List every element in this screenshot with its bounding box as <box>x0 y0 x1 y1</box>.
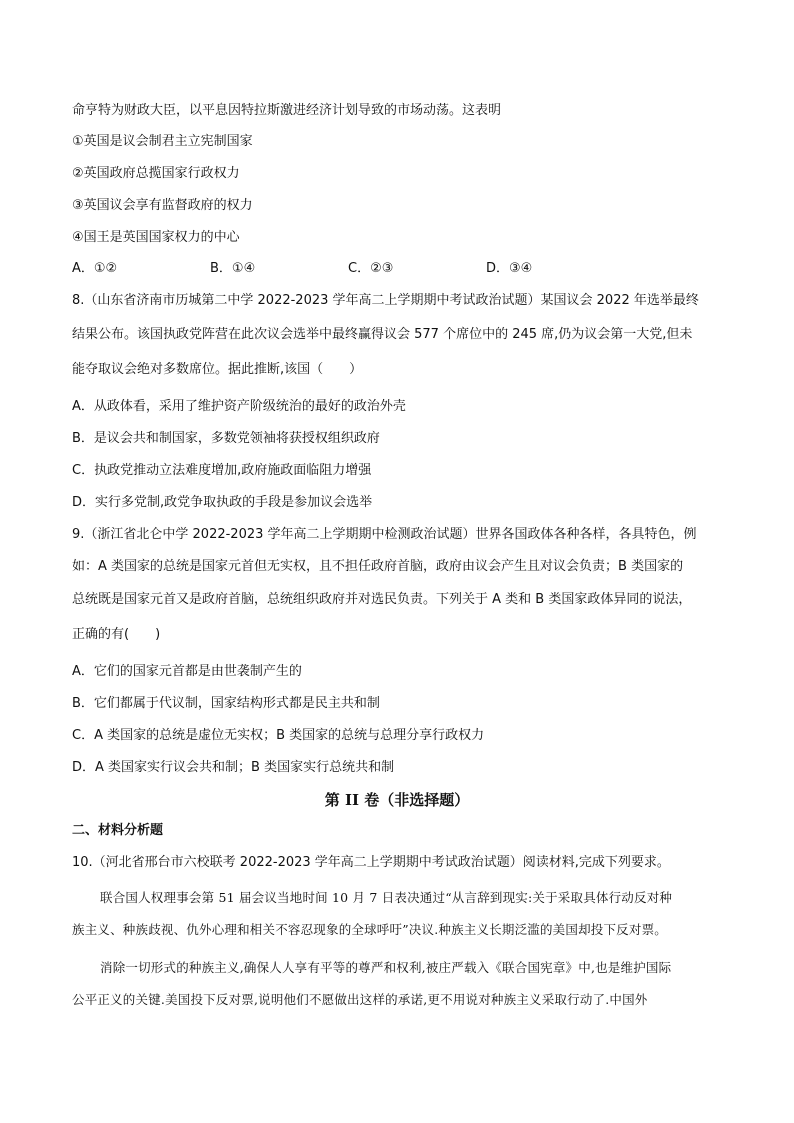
q9-stem-line-1: 9.（浙江省北仑中学 2022-2023 学年高二上学期期中检测政治试题）世界各国政体各种各样，各具特色，例 <box>72 527 697 542</box>
q10-material-line-2: 族主义、种族歧视、仇外心理和相关不容忍现象的全球呼吁”决议.种族主义长期泛滥的美国却投下反对票。 <box>72 922 667 937</box>
q8-option-a: A．从政体看，采用了维护资产阶级统治的最好的政治外壳 <box>72 399 406 414</box>
q8-option-c: C．执政党推动立法难度增加,政府施政面临阻力增强 <box>72 463 372 478</box>
q9-option-d: D．A 类国家实行议会共和制；B 类国家实行总统共和制 <box>72 760 395 775</box>
q8-stem-line-1: 8.（山东省济南市历城第二中学 2022-2023 学年高二上学期期中考试政治试题）某国议会 2022 年选举最终 <box>72 293 699 308</box>
q7-option-a: A．①② <box>72 261 118 276</box>
q7-option-c: C．②③ <box>348 261 394 276</box>
q7-statement-1: ①英国是议会制君主立宪制国家 <box>72 134 253 149</box>
q9-stem-line-3: 总统既是国家元首又是政府首脑，总统组织政府并对选民负责。下列关于 A 类和 B 类国家政体异同的说法， <box>72 592 692 607</box>
q9-stem-line-2: 如：A 类国家的总统是国家元首但无实权，且不担任政府首脑，政府由议会产生且对议会负责；B 类国家的 <box>72 559 684 574</box>
q8-stem-line-2: 结果公布。该国执政党阵营在此次议会选举中最终赢得议会 577 个席位中的 245 席,仍为议会第一大党,但未 <box>72 327 693 342</box>
q10-material-line-4: 公平正义的关键.美国投下反对票,说明他们不愿做出这样的承诺,更不用说对种族主义采取行动了.中国外 <box>72 992 648 1007</box>
q8-option-b: B．是议会共和制国家，多数党领袖将获授权组织政府 <box>72 431 380 446</box>
q8-option-d: D．实行多党制,政党争取执政的手段是参加议会选举 <box>72 495 373 510</box>
part-2-heading: 第 II 卷（非选择题） <box>324 791 470 809</box>
q8-stem-line-3: 能夺取议会绝对多数席位。据此推断,该国（ ） <box>72 362 363 377</box>
q7-option-b: B．①④ <box>210 261 256 276</box>
q9-stem-line-4: 正确的有( ) <box>72 627 161 642</box>
q7-statement-3: ③英国议会享有监督政府的权力 <box>72 198 253 213</box>
q10-title: 10.（河北省邢台市六校联考 2022-2023 学年高二上学期期中考试政治试题）阅读材料,完成下列要求。 <box>72 855 670 870</box>
q10-material-line-3: 消除一切形式的种族主义,确保人人享有平等的尊严和权利,被庄严载入《联合国宪章》中,也是维护国际 <box>100 960 672 975</box>
section-heading: 二、材料分析题 <box>72 823 164 838</box>
q7-continuation: 命亨特为财政大臣，以平息因特拉斯激进经济计划导致的市场动荡。这表明 <box>72 103 502 118</box>
q7-option-d: D．③④ <box>486 261 533 276</box>
q9-option-c: C．A 类国家的总统是虚位无实权；B 类国家的总统与总理分享行政权力 <box>72 728 485 743</box>
q9-option-b: B．它们都属于代议制，国家结构形式都是民主共和制 <box>72 696 380 711</box>
q7-statement-4: ④国王是英国国家权力的中心 <box>72 230 240 245</box>
q9-option-a: A．它们的国家元首都是由世袭制产生的 <box>72 664 302 679</box>
q7-statement-2: ②英国政府总揽国家行政权力 <box>72 166 240 181</box>
q10-material-line-1: 联合国人权理事会第 51 届会议当地时间 10 月 7 日表决通过“从言辞到现实:关于采取具体行动反对种 <box>100 890 673 905</box>
